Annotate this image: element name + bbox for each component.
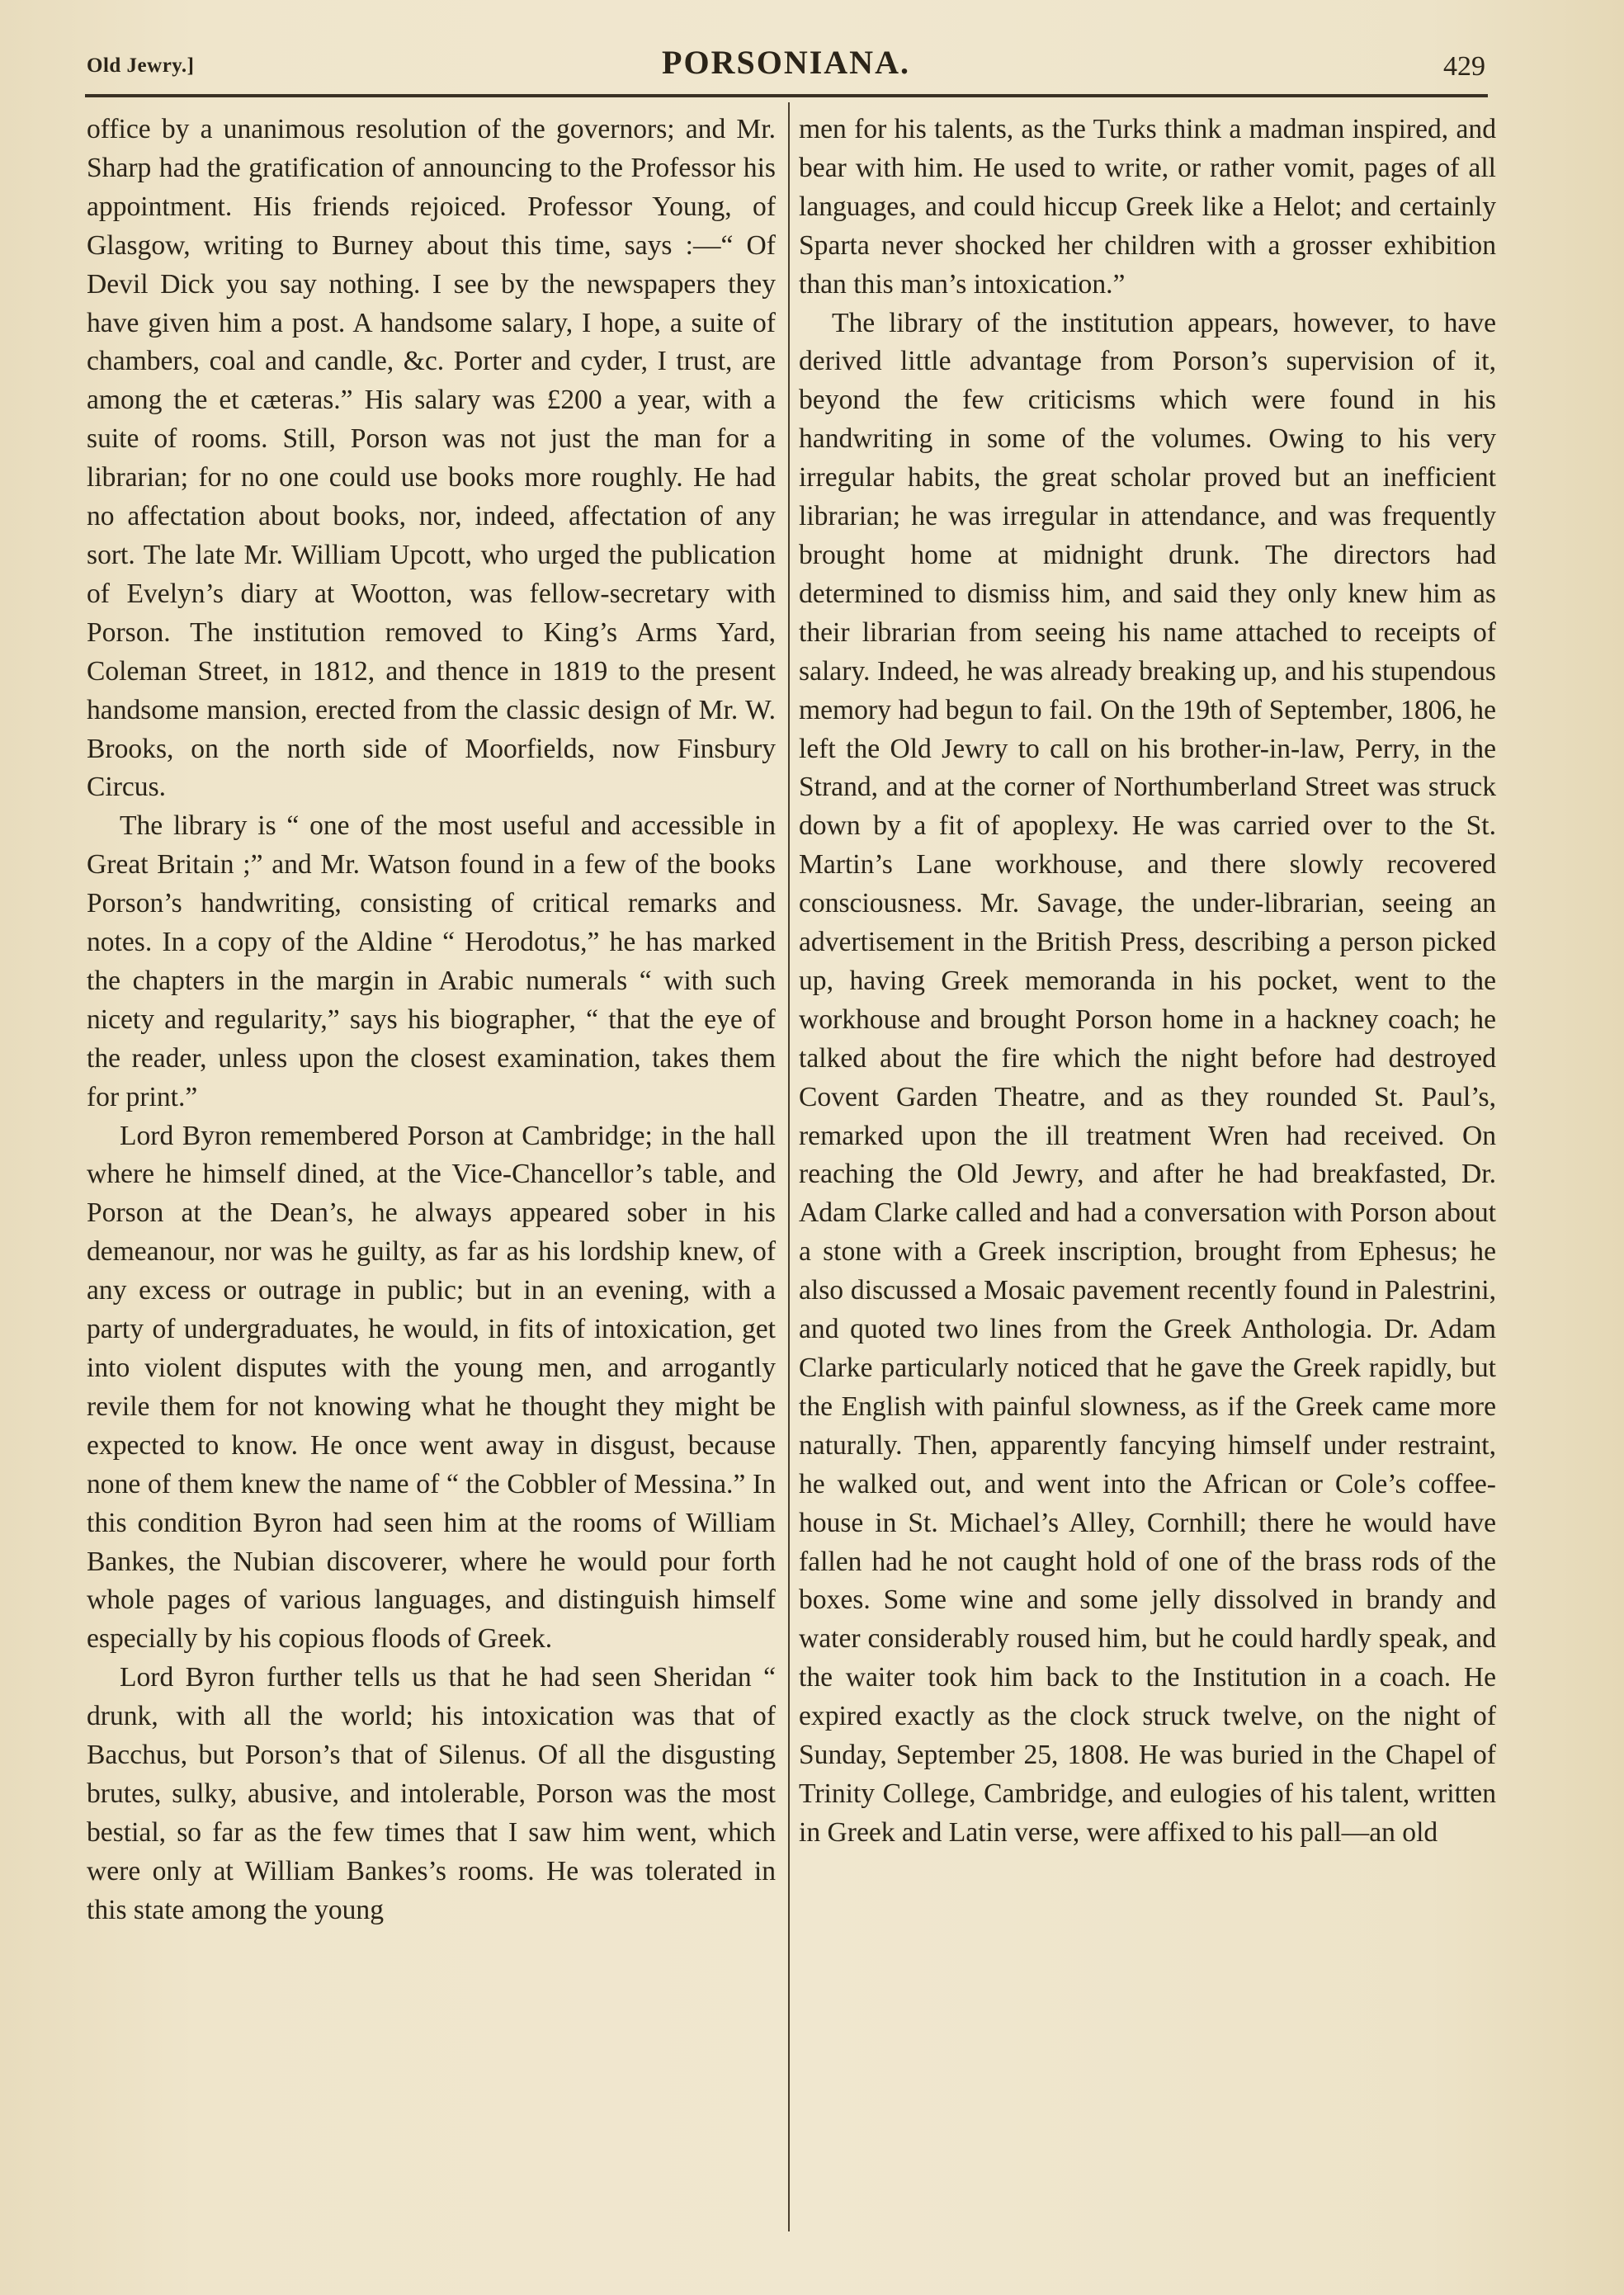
left-column xyxy=(87,111,776,1930)
right-column xyxy=(799,111,1496,1853)
paragraph: The library of the institution appears, however, to have derived little advantage from Porson’s supervision of it, beyond the few criticisms which were found in his handwriting in some of the volumes. Owing to his very irregular habits, the great scholar proved but an inefficient librarian; he was irregular in attendance, and was frequently brought home at midnight drunk. The directors had determined to dismiss him, and said they only knew him as their librarian from seeing his name attached to receipts of salary. Indeed, he was already breaking up, and his stupendous memory had begun to fail. On the 19th of September, 1806, he left the Old Jewry to call on his brother-in-law, Perry, in the Strand, and at the corner of Northumberland Street was struck down by a fit of apoplexy. He was carried over to the St. Martin’s Lane workhouse, and there slowly recovered consciousness. Mr. Savage, the under-librarian, seeing an advertisement in the British Press, describing a person picked up, having Greek memoranda in his pocket, went to the workhouse and brought Porson home in a hackney coach; he talked about the fire which the night before had destroyed Covent Garden Theatre, and as they rounded St. Paul’s, remarked upon the ill treatment Wren had received. On reaching the Old Jewry, and after he had breakfasted, Dr. Adam Clarke called and had a conversation with Porson about a stone with a Greek inscription, brought from Ephesus; he also discussed a Mosaic pavement recently found in Palestrini, and quoted two lines from the Greek Anthologia. Dr. Adam Clarke particularly noticed that he gave the Greek rapidly, but the English with painful slowness, as if the Greek came more naturally. Then, apparently fancying himself under restraint, he walked out, and went into the African or Cole’s coffee-house in St. Michael’s Alley, Cornhill; there he would have fallen had he not caught hold of one of the brass rods of the boxes. Some wine and some jelly dissolved in brandy and water considerably roused him, but he could hardly speak, and the waiter took him back to the Institution in a coach. He expired exactly as the clock struck twelve, on the night of Sunday, September 25, 1808. He was buried in the Chapel of Trinity College, Cambridge, and eulogies of his talent, written in Greek and Latin verse, were affixed to his pall—an old xyxy=(799,307,1496,1848)
paragraph: Lord Byron further tells us that he had seen Sheridan “ drunk, with all the world; his intoxication was that of Bacchus, but Porson’s that of Silenus. Of all the disgusting brutes, sulky, abusive, and intolerable, Porson was the most bestial, so far as the few times that I saw him went, which were only at William Bankes’s rooms. He was tolerated in this state among the young xyxy=(87,1662,776,1925)
header-rule xyxy=(85,94,1488,97)
running-header xyxy=(87,43,1485,92)
page-number: 429 xyxy=(1443,51,1485,82)
paragraph: Lord Byron remembered Porson at Cambridge; in the hall where he himself dined, at the Vice-Chancellor’s table, and Porson at the Dean’s, he always appeared sober in his demeanour, nor was he guilty, as far as his lordship knew, of any excess or outrage in public; but in an evening, with a party of undergraduates, he would, in fits of intoxication, get into violent disputes with the young men, and arrogantly revile them for not knowing what he thought they might be expected to know. He once went away in disgust, because none of them knew the name of “ the Cobbler of Messina.” In this condition Byron had seen him at the rooms of William Bankes, the Nubian discoverer, where he would pour forth whole pages of various languages, and distinguish himself especially by his copious floods of Greek. xyxy=(87,1120,776,1655)
column-divider xyxy=(788,102,790,2231)
section-reference: Old Jewry.] xyxy=(87,54,195,77)
paragraph: men for his talents, as the Turks think a madman inspired, and bear with him. He used to write, or rather vomit, pages of all languages, and could hiccup Greek like a Helot; and certainly Sparta never shocked her children with a grosser exhibition than this man’s intoxication.” xyxy=(799,114,1496,300)
paragraph: office by a unanimous resolution of the governors; and Mr. Sharp had the gratification of announcing to the Professor his appointment. His friends rejoiced. Professor Young, of Glasgow, writing to Burney about this time, says :—“ Of Devil Dick you say nothing. I see by the newspapers they have given him a post. A handsome salary, I hope, a suite of chambers, coal and candle, &c. Porter and cyder, I trust, are among the et cæteras.” His salary was £200 a year, with a suite of rooms. Still, Porson was not just the man for a librarian; for no one could use books more roughly. He had no affectation about books, nor, indeed, affectation of any sort. The late Mr. William Upcott, who urged the publication of Evelyn’s diary at Wootton, was fellow-secretary with Porson. The institution removed to King’s Arms Yard, Coleman Street, in 1812, and thence in 1819 to the present handsome mansion, erected from the classic design of Mr. W. Brooks, on the north side of Moorfields, now Finsbury Circus. xyxy=(87,114,776,803)
paragraph: The library is “ one of the most useful and accessible in Great Britain ;” and Mr. Watson found in a few of the books Porson’s handwriting, consisting of critical remarks and notes. In a copy of the Aldine “ Herodotus,” he has marked the chapters in the margin in Arabic numerals “ with such nicety and regularity,” says his biographer, “ that the eye of the reader, unless upon the closest examination, takes them for print.” xyxy=(87,810,776,1112)
page-title: PORSONIANA. xyxy=(662,44,910,81)
